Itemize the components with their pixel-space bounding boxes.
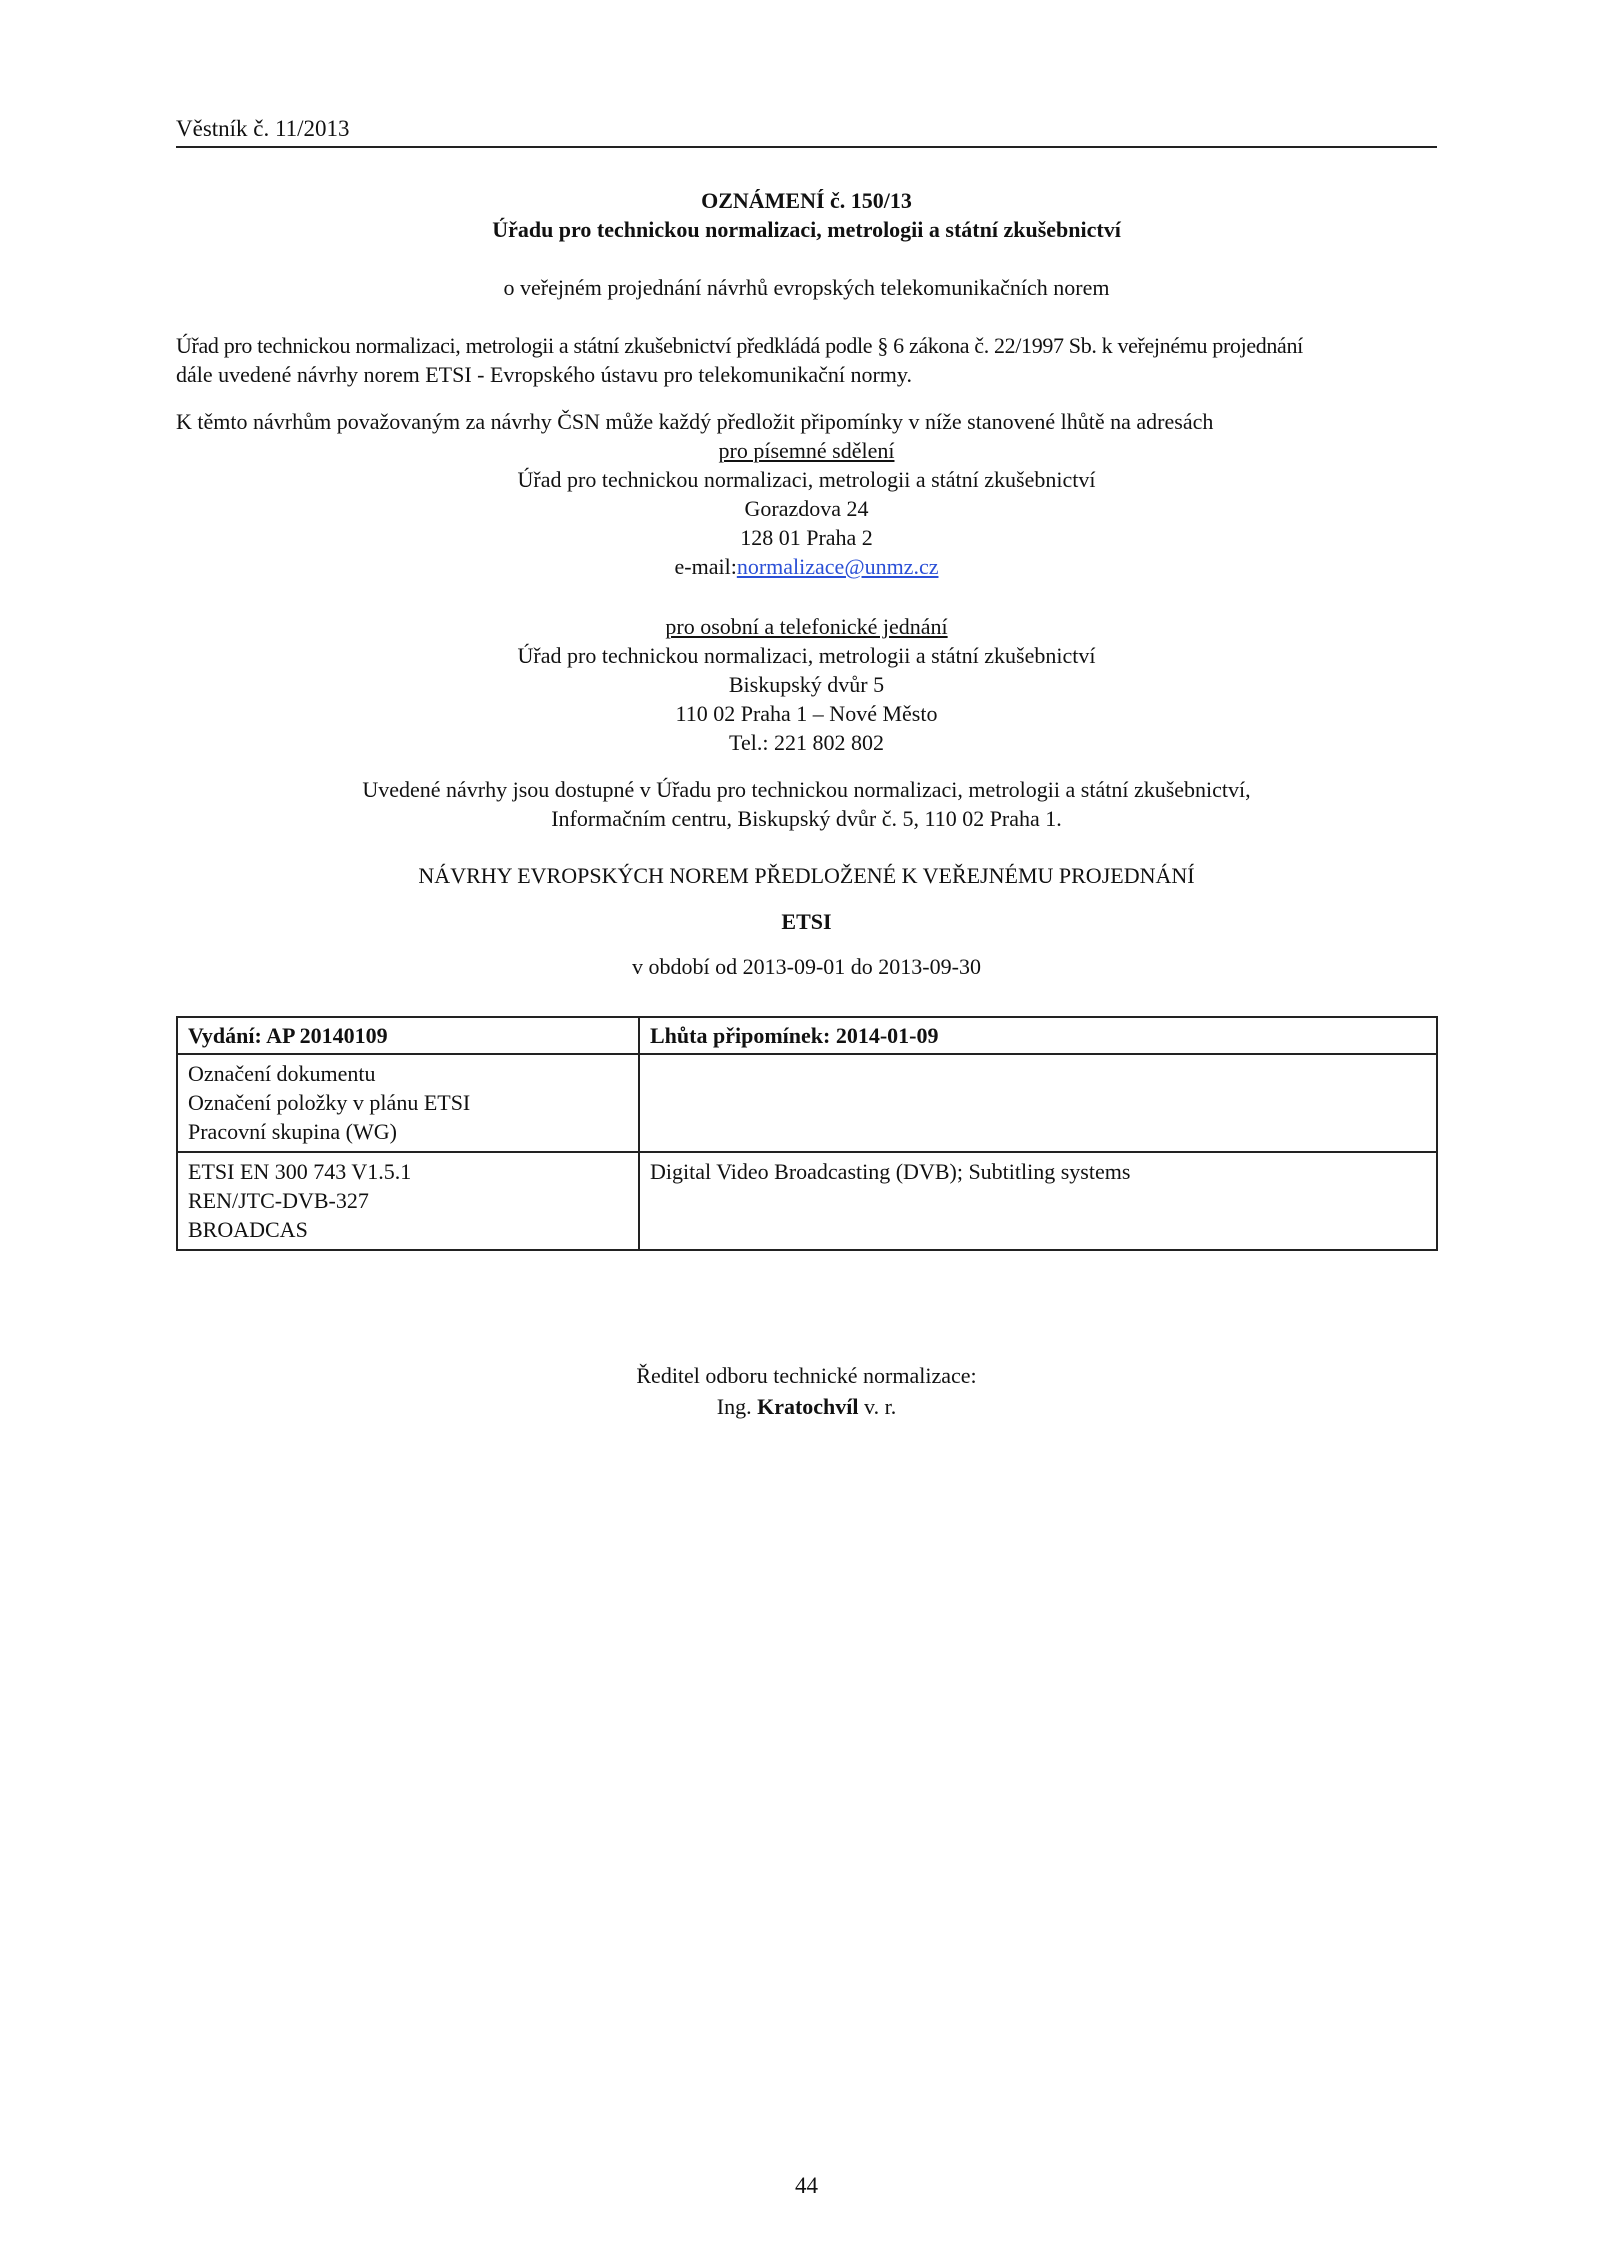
legend-document-id: Označení dokumentu [188, 1061, 376, 1086]
written-email-line [176, 553, 1437, 581]
intro-line-1: Úřad pro technickou normalizaci, metrologii a státní zkušebnictví předkládá podle § 6 zákona č. 22/1997 Sb. k veřejnému projednání [176, 333, 1303, 358]
notice-issuer: Úřadu pro technickou normalizaci, metrologii a státní zkušebnictví [492, 217, 1121, 242]
table-legend-row [177, 1054, 1437, 1152]
table-row [177, 1152, 1437, 1250]
personal-city: 110 02 Praha 1 – Nové Město [675, 701, 938, 726]
written-heading: pro písemné sdělení [718, 438, 895, 463]
standard-ids-cell [177, 1152, 639, 1250]
signature-role: Ředitel odboru technické normalizace: [636, 1363, 977, 1388]
work-item-id: REN/JTC-DVB-327 [188, 1188, 369, 1213]
personal-street: Biskupský dvůr 5 [728, 672, 885, 697]
written-street: Gorazdova 24 [744, 496, 869, 521]
signature-line [176, 1393, 1437, 1421]
written-city: 128 01 Praha 2 [740, 525, 873, 550]
legend-working-group: Pracovní skupina (WG) [188, 1119, 397, 1144]
written-org: Úřad pro technickou normalizaci, metrologii a státní zkušebnictví [517, 467, 1096, 492]
table-header-row [177, 1017, 1437, 1054]
signature-name: Kratochvíl [757, 1394, 859, 1419]
comments-text: K těmto návrhům považovaným za návrhy ČSN může každý předložit připomínky v níže stanovené lhůtě na adresách [176, 409, 1214, 434]
section-heading: NÁVRHY EVROPSKÝCH NOREM PŘEDLOŽENÉ K VEŘEJNÉMU PROJEDNÁNÍ [418, 863, 1195, 888]
standard-title-cell: Digital Video Broadcasting (DVB); Subtitling systems [639, 1152, 1437, 1250]
notice-subtitle: o veřejném projednání návrhů evropských telekomunikačních norem [503, 275, 1110, 300]
legend-empty-cell [639, 1054, 1437, 1152]
section-period: v období od 2013-09-01 do 2013-09-30 [632, 954, 981, 979]
section-org: ETSI [781, 909, 832, 934]
signature-suffix: v. r. [864, 1394, 897, 1419]
page-number: 44 [795, 2173, 818, 2198]
journal-header: Věstník č. 11/2013 [176, 116, 350, 141]
personal-phone: Tel.: 221 802 802 [729, 730, 884, 755]
working-group: BROADCAS [188, 1217, 308, 1242]
issue-cell: Vydání: AP 20140109 [177, 1017, 639, 1054]
notice-title: OZNÁMENÍ č. 150/13 [701, 188, 912, 213]
legend-cell [177, 1054, 639, 1152]
intro-line-2: dále uvedené návrhy norem ETSI - Evropského ústavu pro telekomunikační normy. [176, 362, 912, 387]
availability-line-2: Informačním centru, Biskupský dvůr č. 5, 110 02 Praha 1. [551, 806, 1062, 831]
deadline-cell: Lhůta připomínek: 2014-01-09 [639, 1017, 1437, 1054]
email-link[interactable]: normalizace@unmz.cz [736, 554, 939, 579]
email-label: e-mail: [674, 554, 737, 579]
personal-org: Úřad pro technickou normalizaci, metrologii a státní zkušebnictví [517, 643, 1096, 668]
signature-prefix: Ing. [716, 1394, 752, 1419]
drafts-table [176, 1016, 1438, 1251]
header-rule [176, 146, 1437, 148]
personal-heading: pro osobní a telefonické jednání [665, 614, 948, 639]
legend-work-item: Označení položky v plánu ETSI [188, 1090, 471, 1115]
document-id: ETSI EN 300 743 V1.5.1 [188, 1159, 412, 1184]
availability-line-1: Uvedené návrhy jsou dostupné v Úřadu pro technickou normalizaci, metrologii a státní zkušebnictví, [362, 777, 1251, 802]
